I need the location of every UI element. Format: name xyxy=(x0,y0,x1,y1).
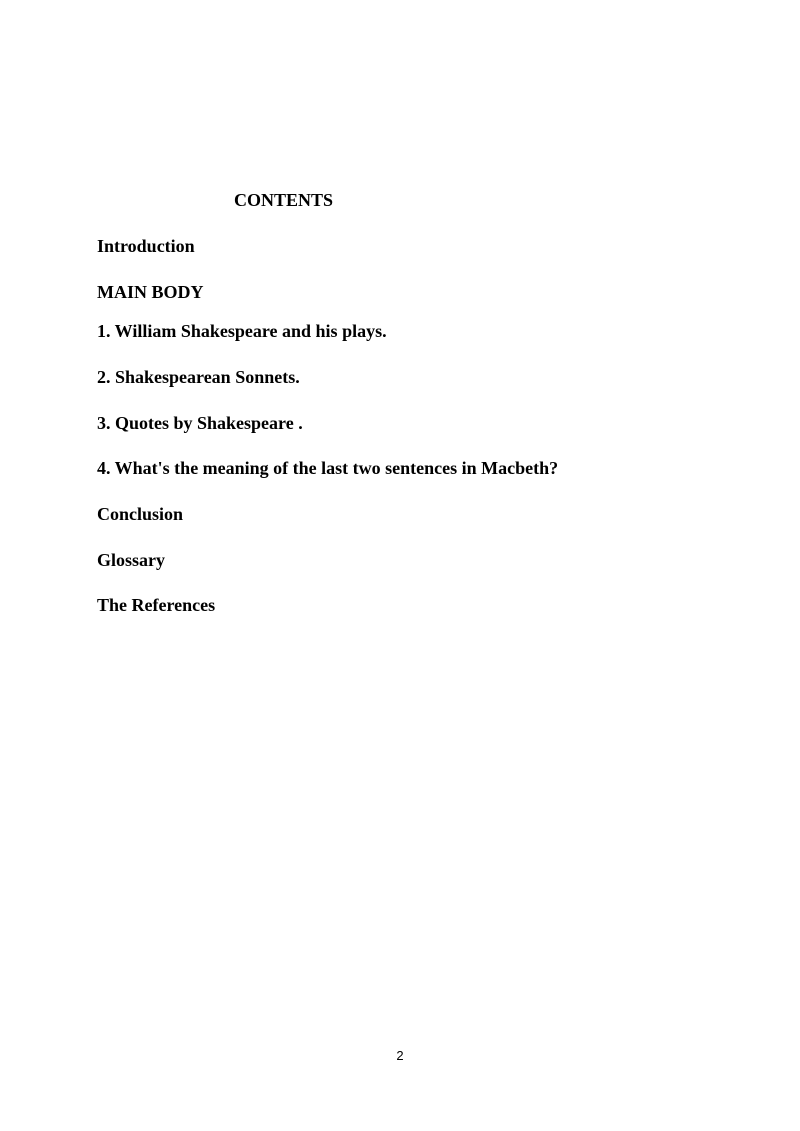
toc-item-shakespeare-plays: 1. William Shakespeare and his plays. xyxy=(97,321,387,341)
toc-item-sonnets: 2. Shakespearean Sonnets. xyxy=(97,367,300,387)
contents-heading: CONTENTS xyxy=(234,190,334,210)
toc-item-glossary: Glossary xyxy=(97,550,166,570)
toc-item-introduction: Introduction xyxy=(97,236,195,256)
toc-item-quotes: 3. Quotes by Shakespeare . xyxy=(97,413,303,433)
toc-item-conclusion: Conclusion xyxy=(97,504,184,524)
toc-item-macbeth: 4. What's the meaning of the last two sentences in Macbeth? xyxy=(97,458,559,478)
page-number: 2 xyxy=(396,1048,404,1063)
toc-item-references: The References xyxy=(97,595,216,615)
toc-item-main-body: MAIN BODY xyxy=(97,282,204,302)
